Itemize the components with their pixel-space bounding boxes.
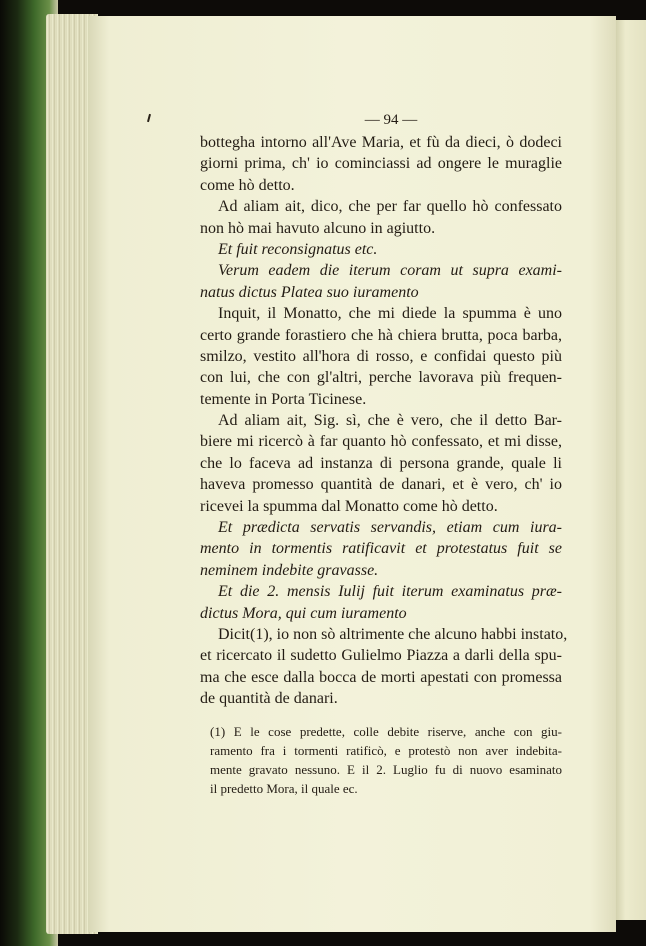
footnote-line: il predetto Mora, il quale ec. [210,780,358,796]
text-line: ricevei la spumma dal Monatto come hò detto. [200,497,498,515]
text-line: giorni prima, ch' io cominciassi ad ongere le muraglie [200,155,562,173]
text-line: ma che esce dalla bocca de morti apestati con promessa [200,668,562,686]
text-line-latin: Et die 2. mensis Iulij fuit iterum examinatus præ- [218,583,562,601]
facing-page-edge [612,20,646,920]
text-line: temente in Porta Ticinese. [200,390,367,408]
text-line-latin: Et prædicta servatis servandis, etiam cum iura- [218,519,562,537]
footnote [200,722,562,798]
footnote-line: (1) E le cose predette, colle debite riserve, anche con giu- [210,723,562,739]
text-line: Inquit, il Monatto, che mi diede la spumma è uno [218,305,562,323]
text-line: non hò mai havuto alcuno in agiutto. [200,219,436,237]
footnote-line: mente gravato nessuno. E il 2. Luglio fu di nuovo esaminato [210,761,562,777]
text-line-latin: Verum eadem die iterum coram ut supra exami- [218,262,562,280]
page-text [200,108,568,798]
text-line: certo grande forastiero che hà chiera brutta, poca barba, [200,326,562,344]
text-line: Ad aliam ait, Sig. sì, che è vero, che il detto Bar- [218,412,562,430]
text-line: de quantità de danari. [200,690,338,708]
text-line: biere mi ricercò à far quanto hò confessato, et mi disse, [200,433,562,451]
text-line-latin: dictus Mora, qui cum iuramento [200,604,407,622]
text-line: Ad aliam ait, dico, che per far quello hò confessato [218,198,562,216]
text-line: haveva promesso quantità de danari, et è vero, ch' io [200,476,562,494]
text-line: bottegha intorno all'Ave Maria, et fù da dieci, ò dodeci [200,134,562,151]
text-line-latin: natus dictus Platea suo iuramento [200,283,419,301]
footnote-line: ramento fra i tormenti ratificò, e protestò non aver indebita- [210,742,562,758]
text-line: come hò detto. [200,176,295,194]
text-line: Dicit(1), io non sò altrimente che alcuno habbi instato, [218,625,568,643]
text-line-latin: neminem indebite gravasse. [200,561,379,579]
text-line-latin: Et fuit reconsignatus etc. [218,240,378,258]
text-line-latin: mento in tormentis ratificavit et protestatus fuit se [200,540,562,558]
text-line: et ricercato il sudetto Gulielmo Piazza a darli della spu- [200,647,562,665]
text-line: con lui, che con gl'altri, perche lavorava più frequen- [200,369,562,387]
text-line: smilzo, vestito all'hora di rosso, e confidai questo più [200,347,562,365]
page-number: — 94 — [364,112,418,128]
text-line: che lo faceva ad instanza di persona grande, quale li [200,454,562,472]
spacer [200,710,562,722]
